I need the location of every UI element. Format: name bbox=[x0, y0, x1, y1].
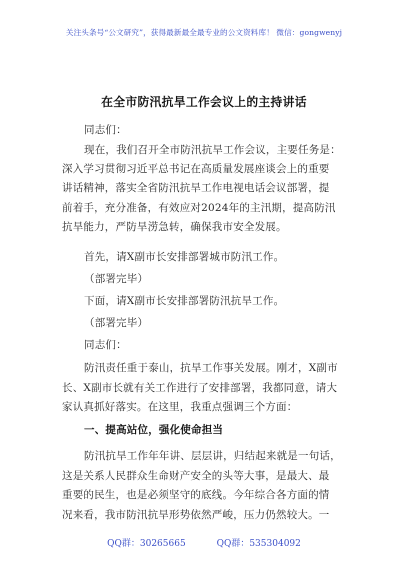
paragraph-line: （部署完毕） bbox=[84, 317, 149, 329]
paragraph-line: 重要的民生，也是必须坚守的底线。今年综合各方面的情 bbox=[62, 489, 330, 501]
footer-qq-group-2: QQ群：535304092 bbox=[216, 539, 301, 549]
paragraph-line: 防汛责任重于泰山，抗旱工作事关发展。刚才，X副市 bbox=[84, 362, 338, 374]
paragraph-line: 首先，请X副市长安排部署城市防汛工作。 bbox=[84, 251, 285, 263]
paragraph-line: 家认真抓好落实。在这里，我重点强调三个方面： bbox=[62, 401, 298, 413]
header-promo-note: 关注头条号“公文研究”，获得最新最全最专业的公文资料库！ 微信：gongwenyj bbox=[65, 28, 343, 37]
paragraph-line: 讲话精神，落实全省防汛抗旱工作电视电话会议部署，提 bbox=[62, 182, 330, 194]
section-heading: 一、提高站位，强化使命担当 bbox=[84, 424, 224, 436]
paragraph-line: 现在，我们召开全市防汛抗旱工作会议，主要任务是： bbox=[84, 144, 341, 156]
paragraph-line: 前着手，充分准备，有效应对2024年的主汛期，提高防汛 bbox=[62, 202, 336, 214]
paragraph-line: 深入学习贯彻习近平总书记在高质量发展座谈会上的重要 bbox=[62, 163, 330, 175]
footer-qq-group-1: QQ群：30265665 bbox=[107, 539, 186, 549]
paragraph-line: 长、X副市长就有关工作进行了安排部署，我都同意，请大 bbox=[62, 382, 338, 394]
paragraph-line: 况来看，我市防汛抗旱形势依然严峻，压力仍然较大。一 bbox=[62, 509, 330, 521]
paragraph-line: 同志们： bbox=[84, 124, 127, 136]
footer-contact bbox=[0, 536, 408, 549]
paragraph-line: 防汛抗旱工作年年讲、层层讲，归结起来就是一句话， bbox=[84, 450, 341, 462]
paragraph-line: 同志们： bbox=[84, 339, 127, 351]
paragraph-line: 这是关系人民群众生命财产安全的头等大事，是最大、最 bbox=[62, 470, 330, 482]
paragraph-line: （部署完毕） bbox=[84, 273, 149, 285]
paragraph-line: 下面，请X副市长安排部署防汛抗旱工作。 bbox=[84, 295, 285, 307]
paragraph-line: 抗旱能力，严防旱涝急转，确保我市安全发展。 bbox=[62, 221, 287, 233]
document-title: 在全市防汛抗旱工作会议上的主持讲话 bbox=[101, 95, 307, 109]
